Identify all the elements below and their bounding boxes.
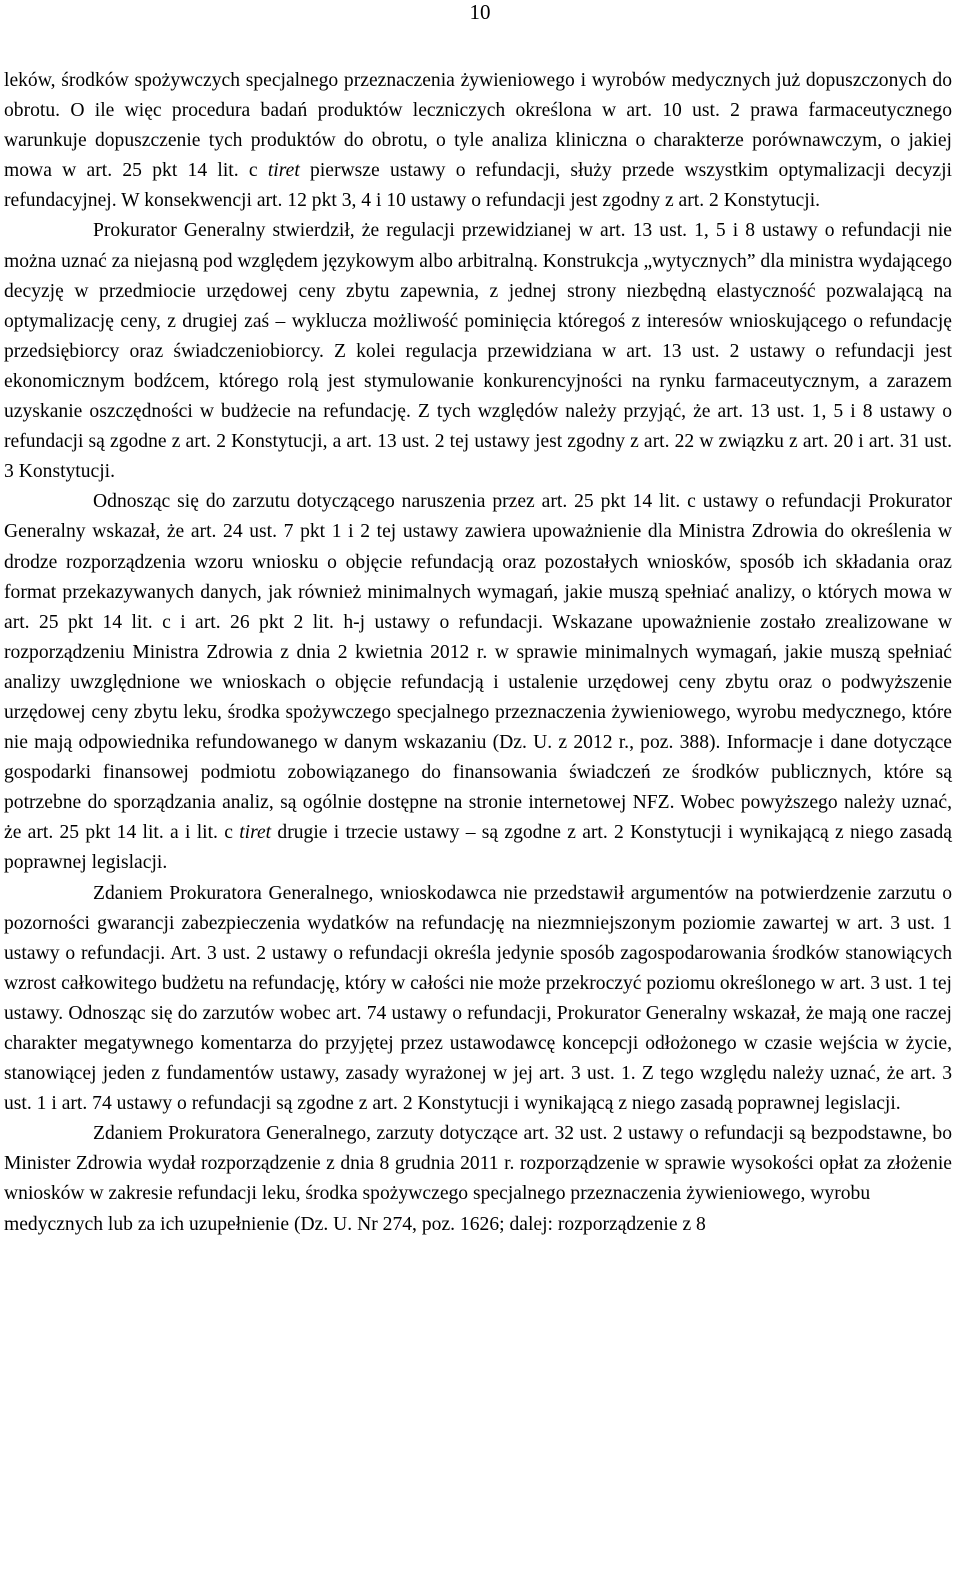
paragraph-article-25: Odnosząc się do zarzutu dotyczącego naruszenia przez art. 25 pkt 14 lit. c ustawy o refundacji Prokurator Generalny wskazał, że art. 24 ust. 7 pkt 1 i 2 tej ustawy zawiera upoważnienie dla Ministra Zdrowia do określenia w drodze rozporządzenia wzoru wniosku o objęcie refundacją oraz pozostałych wniosków, sposób ich składania oraz format przekazywanych danych, jak również minimalnych wymagań, jakie muszą spełniać analizy, o których mowa w art. 25 pkt 14 lit. c i art. 26 pkt 2 lit. h-j ustawy o refundacji. Wskazane upoważnienie zostało zrealizowane w rozporządzeniu Ministra Zdrowia z dnia 2 kwietnia 2012 r. w sprawie minimalnych wymagań, jakie muszą spełniać analizy uwzględnione we wnioskach o objęcie refundacją i ustalenie urzędowej ceny zbytu oraz o podwyższenie urzędowej ceny zbytu leku, środka spożywczego specjalnego przeznaczenia żywieniowego, wyrobu medycznego, które nie mają odpowiednika refundowanego w danym wskazaniu (Dz. U. z 2012 r., poz. 388). Informacje i dane dotyczące gospodarki finansowej podmiotu zobowiązanego do finansowania świadczeń ze środków publicznych, które są potrzebne do sporządzania analiz, są ogólnie dostępne na stronie internetowej NFZ. Wobec powyższego należy uznać, że art. 25 pkt 14 lit. a i lit. c tiret drugie i trzecie ustawy – są zgodne z art. 2 Konstytucji i wynikającą z niego zasadą poprawnej legislacji. [4, 491, 952, 874]
tiret-term: tiret [267, 160, 300, 182]
paragraph-last-line: medycznych lub za ich uzupełnienie (Dz. U. Nr 274, poz. 1626; dalej: rozporządzenie z 8 [4, 1213, 706, 1235]
paragraph-article-13: Prokurator Generalny stwierdził, że regulacji przewidzianej w art. 13 ust. 1, 5 i 8 ustawy o refundacji nie można uznać za niejasną pod względem językowym albo arbitralną. Konstrukcja „wytycznych” dla ministra wydającego decyzję w przedmiocie urzędowej ceny zbytu zapewnia, z jednej strony niezbędną elastyczność pozwalającą na optymalizację ceny, z drugiej zaś – wyklucza możliwość pominięcia któregoś z interesów wnioskującego o refundację przedsiębiorcy oraz świadczeniobiorcy. Z kolei regulacja przewidziana w art. 13 ust. 2 ustawy o refundacji jest ekonomicznym bodźcem, którego rolą jest stymulowanie konkurencyjności na rynku farmaceutycznym, a zarazem uzyskanie oszczędności w budżecie na refundację. Z tych względów należy przyjąć, że art. 13 ust. 1, 5 i 8 ustawy o refundacji są zgodne z art. 2 Konstytucji, a art. 13 ust. 2 tej ustawy jest zgodny z art. 22 w związku z art. 20 i art. 31 ust. 3 Konstytucji. [4, 220, 952, 483]
page-number: 10 [469, 0, 491, 24]
paragraph-article-3-and-74: Zdaniem Prokuratora Generalnego, wnioskodawca nie przedstawił argumentów na potwierdzenie zarzutu o pozorności gwarancji zabezpieczenia wydatków na refundację na niezmniejszonym poziomie zawartej w art. 3 ust. 1 ustawy o refundacji. Art. 3 ust. 2 ustawy o refundacji określa jedynie sposób zagospodarowania środków stanowiących wzrost całkowitego budżetu na refundację, który w całości nie może przekroczyć poziomu określonego w art. 3 ust. 1 tej ustawy. Odnosząc się do zarzutów wobec art. 74 ustawy o refundacji, Prokurator Generalny wskazał, że mają one raczej charakter megatywnego komentarza do przyjętej przez ustawodawcę koncepcji odłożonego w czasie wejścia w życie, stanowiącej jeden z fundamentów ustawy, zasady wyrażonej w jej art. 3 ust. 1. Z tego względu należy uznać, że art. 3 ust. 1 i art. 74 ustawy o refundacji są zgodne z art. 2 Konstytucji i wynikającą z niego zasadą poprawnej legislacji. [4, 882, 952, 1115]
paragraph-intro-continuation: leków, środków spożywczych specjalnego przeznaczenia żywieniowego i wyrobów medycznych już dopuszczonych do obrotu. O ile więc procedura badań produktów leczniczych określona w art. 10 ust. 2 prawa farmaceutycznego warunkuje dopuszczenie tych produktów do obrotu, o tyle analiza kliniczna o charakterze porównawczym, o jakiej mowa w art. 25 pkt 14 lit. c tiret pierwsze ustawy o refundacji, służy przede wszystkim optymalizacji decyzji refundacyjnej. W konsekwencji art. 12 pkt 3, 4 i 10 ustawy o refundacji jest zgodny z art. 2 Konstytucji. [4, 70, 953, 212]
document-body [4, 66, 952, 1240]
tiret-term: tiret [239, 822, 272, 844]
paragraph-article-32: Zdaniem Prokuratora Generalnego, zarzuty dotyczące art. 32 ust. 2 ustawy o refundacji są bezpodstawne, bo Minister Zdrowia wydał rozporządzenie z dnia 8 grudnia 2011 r. rozporządzenie w sprawie wysokości opłat za złożenie wniosków w zakresie refundacji leku, środka spożywczego specjalnego przeznaczenia żywieniowego, wyrobu [4, 1123, 952, 1205]
